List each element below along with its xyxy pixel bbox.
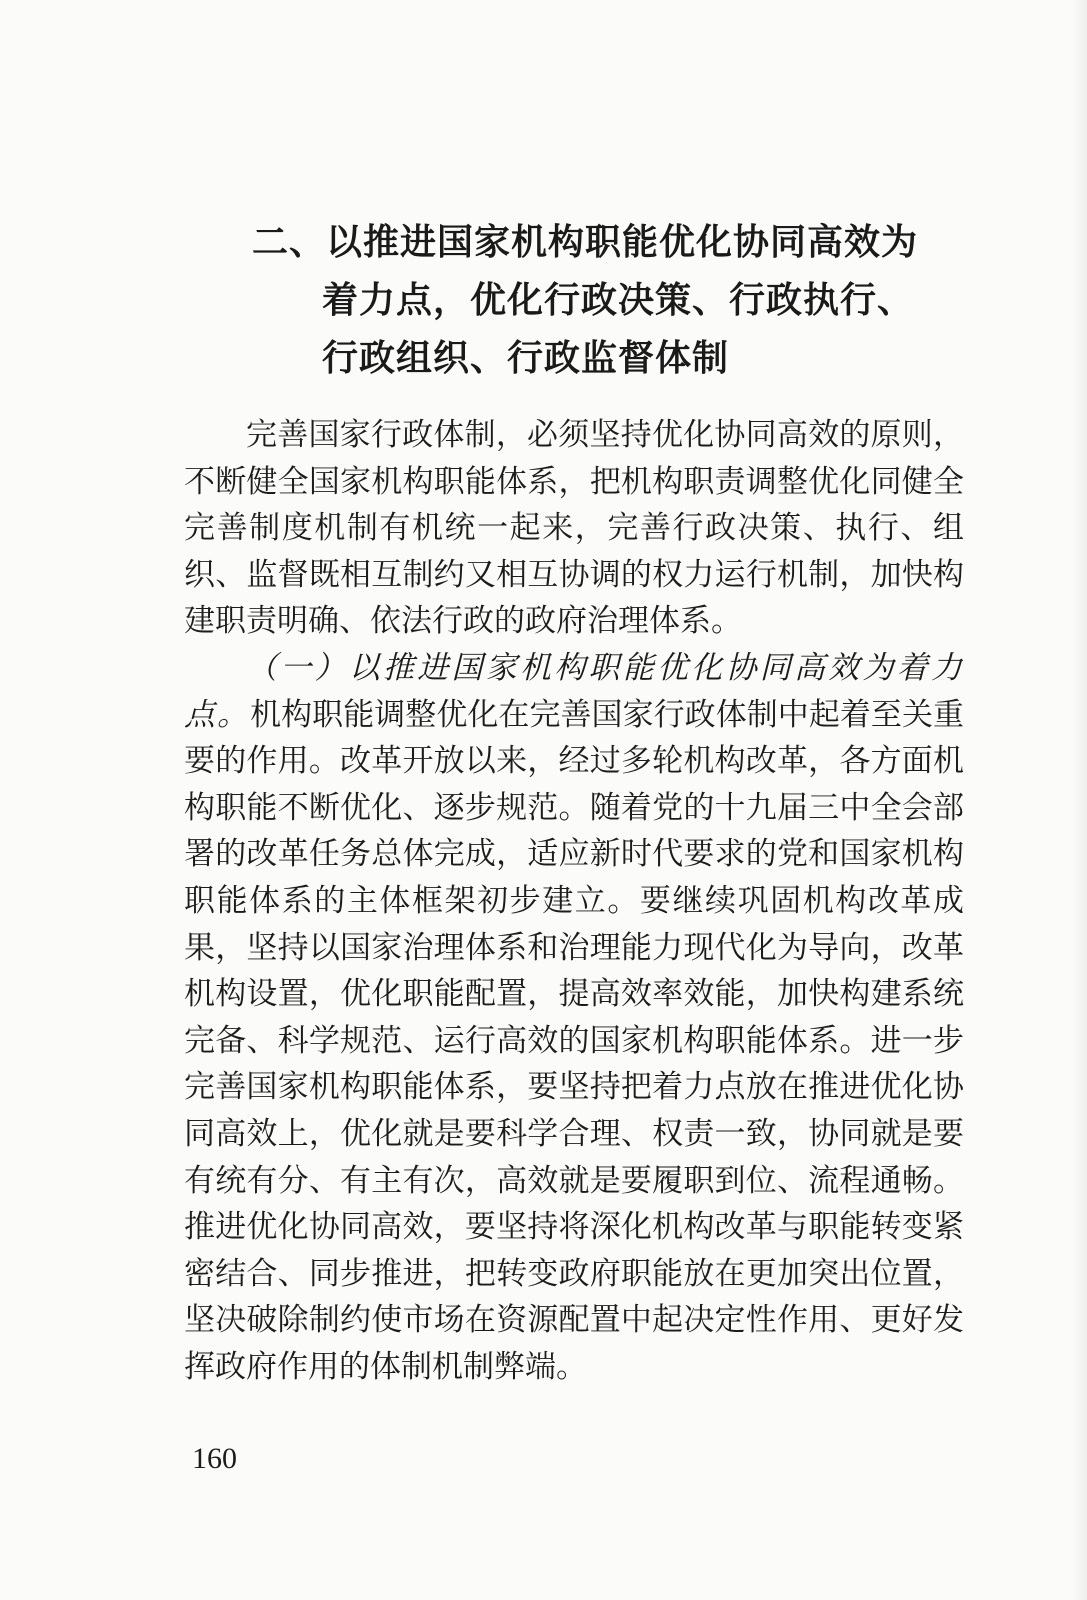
section-heading [252,214,972,388]
heading-line-2: 着力点，优化行政决策、行政执行、 [322,280,915,321]
body-text [184,412,964,1390]
heading-line-1: 二、以推进国家机构职能优化协同高效为 [252,222,919,263]
subsection-heading: （一）以推进国家机构职能优化协同高效为着力点。 [184,649,964,733]
scan-edge-shadow [1073,0,1087,1600]
paragraph-2 [184,645,964,1391]
paragraph-2-body: 机构职能调整优化在完善国家行政体制中起着至关重要的作用。改革开放以来，经过多轮机构改革，各方面机构职能不断优化、逐步规范。随着党的十九届三中全会部署的改革任务总体完成，适应新时代要求的党和国家机构职能体系的主体框架初步建立。要继续巩固机构改革成果，坚持以国家治理体系和治理能力现代化为导向，改革机构设置，优化职能配置，提高效率效能，加快构建系统完备、科学规范、运行高效的国家机构职能体系。进一步完善国家机构职能体系，要坚持把着力点放在推进优化协同高效上，优化就是要科学合理、权责一致，协同就是要有统有分、有主有次，高效就是要履职到位、流程通畅。推进优化协同高效，要坚持将深化机构改革与职能转变紧密结合、同步推进，把转变政府职能放在更加突出位置，坚决破除制约使市场在资源配置中起决定性作用、更好发挥政府作用的体制机制弊端。 [184,696,965,1385]
page-number: 160 [192,1442,237,1475]
paragraph-1: 完善国家行政体制，必须坚持优化协同高效的原则，不断健全国家机构职能体系，把机构职责调整优化同健全完善制度机制有机统一起来，完善行政决策、执行、组织、监督既相互制约又相互协调的权力运行机制，加快构建职责明确、依法行政的政府治理体系。 [184,417,964,640]
heading-line-3: 行政组织、行政监督体制 [322,338,730,379]
